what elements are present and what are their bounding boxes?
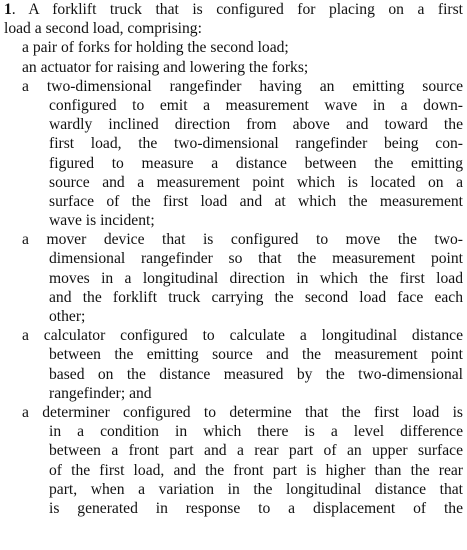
claim-element-line: between a front part and a rear part of an upper surface [49, 442, 463, 460]
claim-element-line: other; [49, 308, 86, 325]
claim-element-forks: a pair of forks for holding the second load; [22, 39, 289, 57]
claim-element-line: source and a measurement point which is located on a [49, 173, 463, 191]
claim-element-line: surface of the first load and at which the measurement [49, 192, 463, 210]
claim-element-line: of the first load, and the front part is higher than the rear [49, 461, 463, 479]
claim-element-line: rangefinder; and [49, 384, 152, 402]
claim-preamble-line: load a second load, comprising: [4, 20, 202, 38]
claim-element-determiner: a determiner configured to determine that the first load is [22, 403, 463, 421]
claim-element-line: moves in a longitudinal direction in which the first load [49, 269, 463, 287]
claim-preamble-line: 1. A forklift truck that is configured for placing on a first [4, 1, 463, 18]
claim-element-line: wardly inclined direction from above and toward the [49, 116, 463, 134]
claim-element-line: first load, the two-dimensional rangefinder being con- [49, 135, 463, 153]
claim-element-line: is generated in response to a displacement of the [49, 499, 463, 517]
claim-element-mover-device: a mover device that is configured to move the two- [22, 231, 463, 249]
claim-element-line: wave is incident; [49, 212, 155, 230]
claim-element-line: in a condition in which there is a level difference [49, 423, 463, 441]
claim-element-line: part, when a variation in the longitudinal distance that [49, 480, 463, 498]
claim-element-actuator: an actuator for raising and lowering the forks; [22, 58, 309, 76]
claim-number: 1 [4, 1, 12, 18]
claim-element-calculator: a calculator configured to calculate a longitudinal distance [22, 327, 463, 345]
claim-element-line: between the emitting source and the measurement point [49, 346, 463, 364]
claim-element-line: configured to emit a measurement wave in a down- [49, 96, 463, 114]
claim-element-rangefinder: a two-dimensional rangefinder having an emitting source [22, 77, 463, 95]
claim-element-line: figured to measure a distance between the emitting [49, 154, 463, 172]
claim-element-line: based on the distance measured by the two-dimensional [49, 365, 463, 383]
claim-element-line: and the forklift truck carrying the second load face each [49, 288, 463, 306]
claim-text [4, 0, 463, 518]
claim-element-line: dimensional rangefinder so that the measurement point [49, 250, 463, 268]
